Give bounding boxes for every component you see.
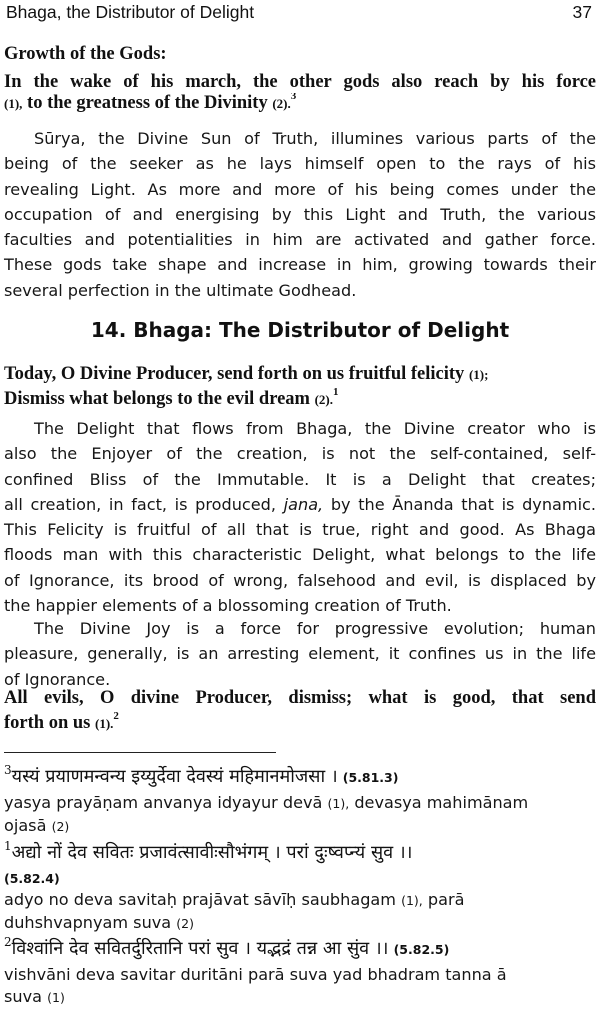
paragraph-line: pleasure, generally, is an arresting element, it confines us in the life	[4, 644, 596, 664]
translit-line	[4, 986, 596, 1009]
paragraph-line: being of the seeker as he lays himself open to the rays of his	[4, 154, 596, 174]
text-run: by the Ānanda that is dynamic.	[330, 494, 596, 514]
paragraph-line: of Ignorance.	[4, 669, 111, 689]
growth-title: Growth of the Gods:	[4, 44, 167, 64]
running-title: Bhaga, the Distributor of Delight	[6, 2, 255, 22]
translit-text: ojasā	[4, 816, 47, 835]
paragraph-line: revealing Light. As more and more of his being comes under the	[4, 179, 596, 199]
paragraph-line	[4, 492, 596, 517]
footnote-number: 3	[4, 764, 12, 777]
growth-verse	[4, 72, 596, 114]
footnote-2	[4, 936, 596, 1009]
running-header	[6, 2, 592, 26]
citation-line	[4, 868, 596, 889]
paragraph-joy	[4, 616, 596, 692]
section-heading: 14. Bhaga: The Distributor of Delight	[90, 318, 510, 342]
paragraph-line: The Divine Joy is a force for progressive evolution; human	[34, 619, 596, 638]
sanskrit-text: यस्यं प्रयाणमन्वन्य इय्युर्देवा देवस्यं महिमानमोजसा ।	[11, 766, 338, 787]
verse-ref: (1)	[47, 990, 65, 1005]
verse-text: forth on us	[4, 713, 91, 733]
verse-text: Dismiss what belongs to the evil dream	[4, 389, 310, 409]
evils-verse-line-1: All evils, O divine Producer, dismiss; what is good, that send	[4, 688, 596, 708]
footnote-marker: 1	[332, 387, 339, 398]
verse-ref: (1),	[327, 796, 350, 811]
verse-ref: (1),	[401, 893, 423, 908]
paragraph-line: also the Enjoyer of the creation, is not the self-contained, self-	[4, 444, 596, 464]
footnote-sanskrit-line	[4, 764, 596, 792]
footnote-sanskrit-line	[4, 840, 596, 868]
evils-verse	[4, 686, 596, 738]
paragraph-line: The Delight that flows from Bhaga, the Divine creator who is	[34, 419, 596, 438]
sanskrit-text: विश्वांनि देव सवितर्दुरितानि परां सुव । यद्भद्रं तन्न आ सुंव ।।	[11, 938, 389, 959]
paragraph-line: These gods take shape and increase in him, growing towards their	[4, 255, 596, 275]
translit-text: devasya mahimānam	[354, 793, 529, 812]
translit-text: yasya prayāṇam anvanya idyayur devā	[4, 793, 323, 812]
translit-line	[4, 912, 596, 935]
footnote-divider	[4, 752, 276, 753]
paragraph-line: the happier elements of a blossoming creation of Truth.	[4, 596, 452, 616]
translit-text: adyo no deva savitaḥ prajāvat sāvīḥ saubhagam	[4, 890, 396, 909]
sanskrit-text: अद्यो नों देव सवितः प्रजावंत्सावीःसौभंगम् । परां दुःष्वप्न्यं सुव ।।	[11, 842, 413, 863]
bhaga-verse	[4, 362, 596, 414]
verse-citation: (5.82.5)	[393, 942, 450, 957]
translit-line	[4, 792, 596, 815]
paragraph-line: faculties and potentialities in him are activated and gather force.	[4, 230, 596, 250]
paragraph-line: of Ignorance, its brood of wrong, falsehood and evil, is displaced by	[4, 570, 596, 590]
paragraph-line: Sūrya, the Divine Sun of Truth, illumines various parts of the	[34, 129, 596, 148]
verse-text: Today, O Divine Producer, send forth on us fruitful felicity	[4, 364, 465, 384]
translit-line	[4, 889, 596, 912]
bhaga-verse-line-1	[4, 362, 596, 387]
verse-citation: (5.81.3)	[342, 770, 399, 785]
paragraph-line: floods man with this characteristic Delight, what belongs to the life	[4, 545, 596, 565]
paragraph-line: several perfection in the ultimate Godhead.	[4, 280, 357, 300]
verse-ref: (2).	[272, 96, 291, 111]
translit-text: suva	[4, 987, 42, 1006]
page-number: 37	[572, 2, 592, 22]
paragraph-delight	[4, 416, 596, 618]
evils-verse-line-2	[4, 711, 596, 738]
translit-text: duhshvapnyam suva	[4, 913, 172, 932]
verse-ref: (2)	[51, 819, 70, 834]
translit-line: vishvāni deva savitar duritāni parā suva yad bhadram tanna ā	[4, 965, 507, 984]
verse-ref: (1);	[468, 367, 489, 382]
verse-ref: (1),	[4, 96, 23, 111]
verse-text: to the greatness of the Divinity	[27, 93, 268, 113]
verse-ref: (2)	[176, 916, 194, 931]
translit-line	[4, 815, 596, 838]
verse-ref: (2).	[314, 392, 333, 407]
translit-text: parā	[427, 890, 465, 909]
bhaga-verse-line-2	[4, 387, 596, 414]
footnote-number: 1	[4, 840, 12, 853]
footnote-marker: 2	[113, 711, 119, 722]
paragraph-line: confined Bliss of the Immutable. It is a Delight that creates;	[4, 469, 596, 489]
growth-verse-line-2	[4, 93, 596, 114]
footnote-1	[4, 840, 596, 935]
footnote-sanskrit-line	[4, 936, 596, 964]
footnote-marker: 3	[290, 93, 297, 102]
paragraph-line: This Felicity is fruitful of all that is true, right and good. As Bhaga	[4, 520, 596, 540]
verse-ref: (1).	[94, 716, 114, 731]
paragraph-line: occupation of and energising by this Light and Truth, the various	[4, 204, 596, 224]
italic-term: jana,	[283, 494, 324, 514]
paragraph-surya	[4, 126, 596, 303]
text-run: all creation, in fact, is produced,	[4, 494, 276, 514]
verse-citation: (5.82.4)	[4, 871, 60, 886]
footnote-number: 2	[4, 936, 12, 949]
footnote-3	[4, 764, 596, 838]
growth-verse-line-1: In the wake of his march, the other gods also reach by his force	[4, 72, 596, 92]
